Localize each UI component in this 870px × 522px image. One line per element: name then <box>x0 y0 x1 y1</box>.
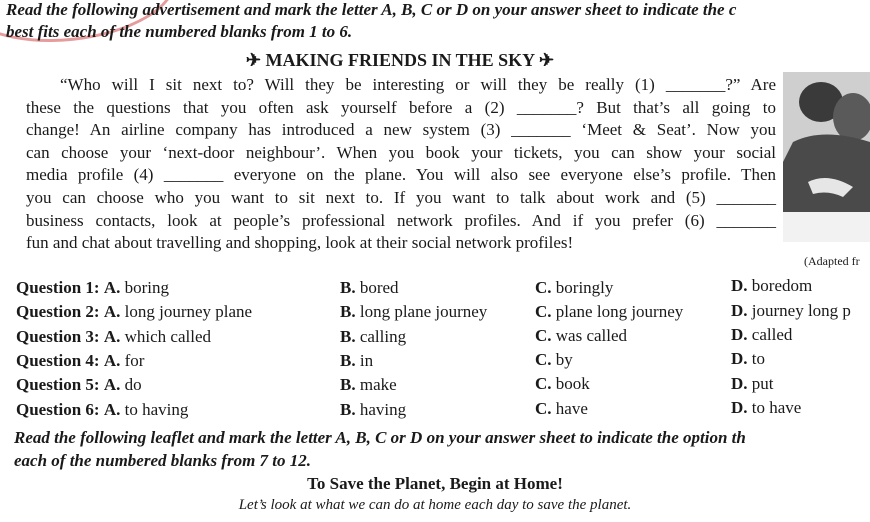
option-letter: A. <box>103 400 121 419</box>
passage-line: media profile (4) _______ everyone on the plane. You will also see everyone else’s profile. Then <box>26 165 776 185</box>
instruction-line-1: Read the following advertisement and mark the letter A, B, C or D on your answer sheet to indicate the c <box>6 0 737 19</box>
option-letter: C. <box>535 374 552 393</box>
option-text: calling <box>359 327 407 346</box>
option-letter: D. <box>731 276 748 295</box>
passage-line: fun and chat about travelling and shopping, look at their social network profiles! <box>26 233 574 253</box>
option-text: journey long p <box>751 301 851 320</box>
option-letter: D. <box>731 301 748 320</box>
question-2 <box>16 302 252 322</box>
option-text: bored <box>359 278 399 297</box>
option-a[interactable]: long journey plane <box>124 302 253 321</box>
option-text: to have <box>751 398 802 417</box>
option-text: have <box>555 399 588 418</box>
option-letter: A. <box>103 375 121 394</box>
leaflet-subtitle: Let’s look at what we can do at home each day to save the planet. <box>238 497 632 513</box>
q2-option-c[interactable] <box>535 302 683 322</box>
option-letter: B. <box>340 278 356 297</box>
option-letter: C. <box>535 350 552 369</box>
question-label: Question 3: <box>16 327 100 346</box>
option-text: make <box>359 375 397 394</box>
option-letter: B. <box>340 302 356 321</box>
option-text: boringly <box>555 278 614 297</box>
q2-option-d[interactable] <box>731 301 851 321</box>
q6-option-d[interactable] <box>731 398 801 418</box>
article-passage <box>26 74 776 255</box>
q6-option-c[interactable] <box>535 399 588 419</box>
option-text: put <box>751 374 774 393</box>
option-letter: A. <box>103 351 121 370</box>
option-letter: B. <box>340 351 356 370</box>
q1-option-c[interactable] <box>535 278 613 298</box>
question-label: Question 4: <box>16 351 100 370</box>
question-6 <box>16 400 188 420</box>
option-letter: D. <box>731 374 748 393</box>
option-a[interactable]: for <box>124 351 145 370</box>
instruction-line-2: best fits each of the numbered blanks from 1 to 6. <box>6 22 353 41</box>
option-text: by <box>555 350 573 369</box>
option-letter: B. <box>340 327 356 346</box>
option-letter: C. <box>535 399 552 418</box>
q1-option-b[interactable] <box>340 278 399 298</box>
option-text: having <box>359 400 407 419</box>
passage-line: change! An airline company has introduced a new system (3) _______ ‘Meet & Seat’. Now you <box>26 120 776 140</box>
question-label: Question 6: <box>16 400 100 419</box>
question-1 <box>16 278 169 298</box>
q3-option-d[interactable] <box>731 325 792 345</box>
q3-option-b[interactable] <box>340 327 406 347</box>
q4-option-c[interactable] <box>535 350 573 370</box>
option-text: was called <box>555 326 628 345</box>
option-text: to <box>751 349 766 368</box>
option-text: book <box>555 374 590 393</box>
passage-line: you can choose who you want to sit next to. If you want to talk about work and (5) _______ <box>26 187 776 207</box>
option-a[interactable]: boring <box>124 278 170 297</box>
question-label: Question 5: <box>16 375 100 394</box>
q5-option-c[interactable] <box>535 374 590 394</box>
q6-option-b[interactable] <box>340 400 406 420</box>
next-instruction-line-1: Read the following leaflet and mark the letter A, B, C or D on your answer sheet to indicate the option th <box>14 428 746 447</box>
option-letter: D. <box>731 325 748 344</box>
option-a[interactable]: do <box>124 375 142 394</box>
q1-option-d[interactable] <box>731 276 812 296</box>
source-note: (Adapted fr <box>804 254 860 268</box>
option-letter: B. <box>340 375 356 394</box>
option-a[interactable]: which called <box>124 327 212 346</box>
option-letter: C. <box>535 326 552 345</box>
option-text: long plane journey <box>359 302 488 321</box>
option-text: in <box>359 351 374 370</box>
option-text: called <box>751 325 793 344</box>
question-5 <box>16 375 142 395</box>
question-label: Question 2: <box>16 302 100 321</box>
next-instruction-line-2: each of the numbered blanks from 7 to 12. <box>14 451 312 470</box>
option-text: boredom <box>751 276 813 295</box>
question-label: Question 1: <box>16 278 100 297</box>
option-text: plane long journey <box>555 302 684 321</box>
passage-line: “Who will I sit next to? Will they be interesting or will they be really (1) _______?” Are <box>60 75 776 94</box>
q3-option-c[interactable] <box>535 326 627 346</box>
question-4 <box>16 351 144 371</box>
option-letter: A. <box>103 327 121 346</box>
option-letter: A. <box>103 302 121 321</box>
question-3 <box>16 327 211 347</box>
option-letter: A. <box>103 278 121 297</box>
q4-option-d[interactable] <box>731 349 765 369</box>
option-letter: D. <box>731 398 748 417</box>
option-letter: C. <box>535 278 552 297</box>
article-title: ✈ MAKING FRIENDS IN THE SKY ✈ <box>245 50 555 70</box>
passage-line: can choose your ‘next-door neighbour’. When you book your tickets, you can show your social <box>26 142 776 162</box>
q5-option-d[interactable] <box>731 374 774 394</box>
q5-option-b[interactable] <box>340 375 397 395</box>
q2-option-b[interactable] <box>340 302 487 322</box>
passage-line: these the questions that you often ask yourself before a (2) _______? But that’s all going to <box>26 97 776 117</box>
option-letter: C. <box>535 302 552 321</box>
q4-option-b[interactable] <box>340 351 373 371</box>
passage-line: business contacts, look at people’s professional network profiles. And if you prefer (6) _______ <box>26 210 776 230</box>
option-a[interactable]: to having <box>124 400 189 419</box>
passengers-photo <box>783 72 870 242</box>
leaflet-title: To Save the Planet, Begin at Home! <box>307 474 563 493</box>
option-letter: D. <box>731 349 748 368</box>
option-letter: B. <box>340 400 356 419</box>
